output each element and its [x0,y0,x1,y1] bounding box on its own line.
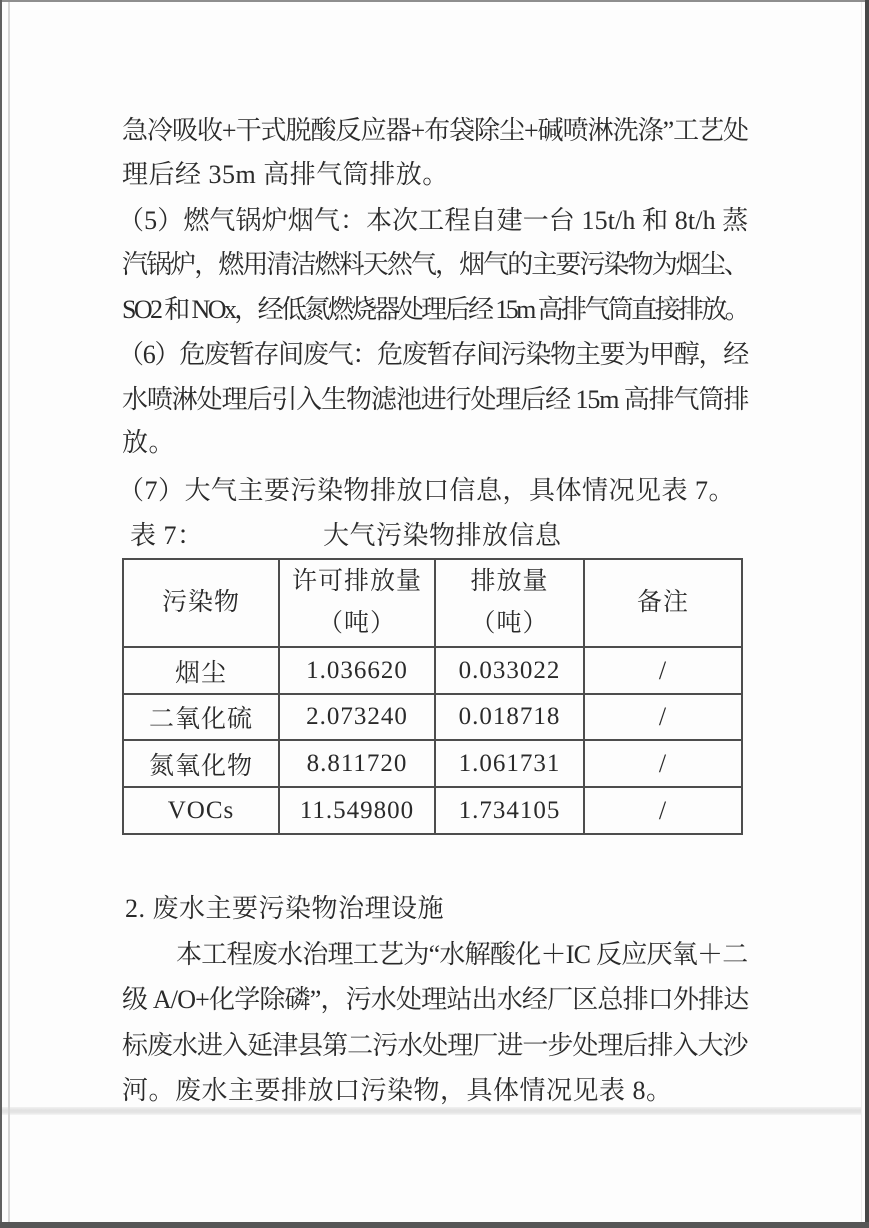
scan-fold-line [0,1107,862,1115]
header-text: 许可排放量 [291,568,422,595]
table-cell: 1.734105 [436,788,585,833]
scan-crease-left [8,0,10,1228]
scan-crease-right [861,0,862,1228]
paragraph-line: 2. 废水主要污染物治理设施 [125,894,445,923]
table-cell: / [658,795,668,825]
table-header-cell [436,560,585,648]
paragraph-line: 理后经 35m 高排气筒排放。 [122,160,449,189]
page-edge-bottom [0,1222,869,1228]
paragraph-line: SO2 和 NOx，经低氮燃烧器处理后经 15m 高排气筒直接排放。 [122,295,749,324]
table-caption-title: 大气污染物排放信息 [323,521,562,550]
header-text: 备注 [636,589,689,616]
table-cell: 8.811720 [280,741,436,788]
table-cell: 烟尘 [124,648,280,695]
paragraph-line: 本工程废水治理工艺为“水解酸化＋IC 反应厌氧＋二 [176,940,748,969]
header-text: 排放量 [470,568,549,595]
table-cell: / [585,695,741,741]
header-text: （吨） [317,610,396,637]
table-cell: / [585,648,741,695]
table-cell: VOCs [124,788,280,833]
table-cell: / [585,741,741,788]
page-edge-top [0,0,869,2]
paragraph-line: 河。废水主要排放口污染物，具体情况见表 8。 [122,1076,673,1105]
table-cell: 0.033022 [436,648,585,695]
paragraph-line: （5）燃气锅炉烟气：本次工程自建一台 15t/h 和 8t/h 蒸 [118,206,749,235]
table-header-cell [124,560,280,648]
paragraph-line: 水喷淋处理后引入生物滤池进行处理后经 15m 高排气筒排 [122,385,749,414]
paragraph-line: （7）大气主要污染物排放口信息，具体情况见表 7。 [118,476,736,505]
paragraph-line: 级 A/O+化学除磷”，污水处理站出水经厂区总排口外排达 [122,985,749,1014]
table-caption-label: 表 7： [130,521,204,550]
table-header-cell [585,560,741,648]
paragraph-line: （6）危废暂存间废气：危废暂存间污染物主要为甲醇，经 [118,340,749,369]
table-cell: 0.018718 [436,695,585,741]
table-cell: 氮氧化物 [124,741,280,788]
table-cell: 1.061731 [436,741,585,788]
header-text: （吨） [470,610,549,637]
table-header-cell [280,560,436,648]
header-text: 污染物 [161,589,240,616]
paragraph-line: 标废水进入延津县第二污水处理厂进一步处理后排入大沙 [122,1031,748,1060]
table-cell: 1.036620 [280,648,436,695]
pollutant-table [122,558,743,835]
table-cell: 11.549800 [280,788,436,833]
table-cell: 2.073240 [280,695,436,741]
page-edge-left [0,0,2,1228]
table-cell: 二氧化硫 [124,695,280,741]
paragraph-line: 放。 [122,428,176,457]
paragraph-line: 汽锅炉，燃用清洁燃料天然气，烟气的主要污染物为烟尘、 [122,250,749,279]
paragraph-line: 急冷吸收+干式脱酸反应器+布袋除尘+碱喷淋洗涤”工艺处 [122,116,749,145]
page-edge-right [865,0,869,1228]
